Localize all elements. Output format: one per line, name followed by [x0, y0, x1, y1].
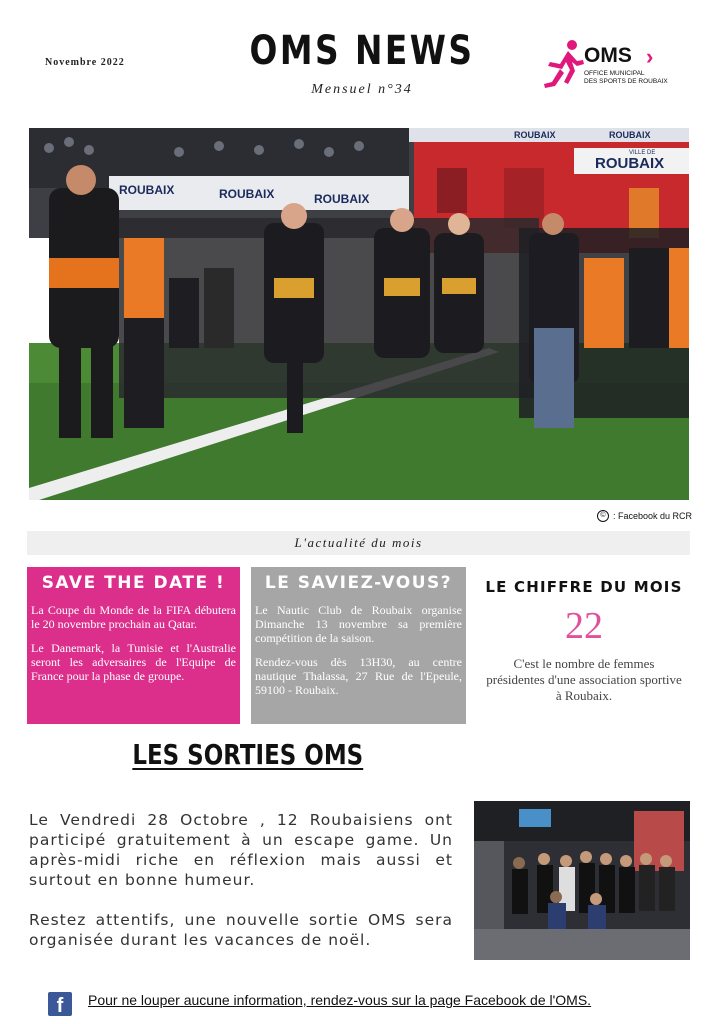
facebook-icon[interactable]: f [48, 992, 72, 1016]
logo-subtitle: OFFICE MUNICIPAL DES SPORTS DE ROUBAIX [584, 70, 668, 85]
rugby-match-photo [29, 128, 689, 500]
sorties-title: LES SORTIES OMS [132, 738, 363, 771]
saviez-vous-box [251, 567, 466, 724]
runner-icon [542, 38, 586, 94]
save-the-date-box [27, 567, 240, 724]
oms-logo [542, 38, 682, 94]
facebook-page-link[interactable]: Pour ne louper aucune information, rendez-vous sur la page Facebook de l'OMS. [88, 992, 592, 1008]
box-body: Le Nautic Club de Roubaix organise Dimanche 13 novembre sa première compétition de la saison. Rendez-vous dès 13H30, au centre nautique Thalassa, 27 Rue de l'Epeule, 59100 - Roubaix. [255, 603, 462, 697]
escape-game-group-photo [474, 801, 690, 960]
chiffre-number: 22 [565, 605, 603, 647]
chiffre-title: LE CHIFFRE DU MOIS [485, 578, 683, 596]
sign-text: ROUBAIX [314, 192, 370, 206]
copyright-icon: © [597, 510, 609, 522]
logo-name: OMS [584, 44, 632, 67]
box-body: La Coupe du Monde de la FIFA débutera le 20 novembre prochain au Qatar. Le Danemark, la Tunisie et l'Australie seront les adversaires de l'Equipe de France pour la phase de groupe. [31, 603, 236, 683]
box-title: SAVE THE DATE ! [41, 573, 226, 593]
sorties-text: Le Vendredi 28 Octobre , 12 Roubaisiens ont participé gratuitement à un escape game. Un après-midi riche en réflexion mais aussi et surtout en bonne humeur. Restez attentifs, une nouvelle sortie OMS sera organisée durant les vacances de noël. [29, 811, 453, 949]
sign-subtext: VILLE DE [629, 150, 656, 156]
chevron-right-icon: › [646, 44, 654, 69]
sign-text: ROUBAIX [119, 183, 175, 197]
chiffre-text: C'est le nombre de femmes présidentes d'une association sportive à Roubaix. [486, 656, 682, 703]
sign-text: ROUBAIX [609, 130, 651, 140]
section-banner: L'actualité du mois [27, 531, 690, 555]
issue-number: Mensuel n°34 [311, 82, 413, 97]
issue-date: Novembre 2022 [45, 57, 125, 68]
newsletter-title: OMS NEWS [249, 28, 475, 74]
box-title: LE SAVIEZ-VOUS? [264, 573, 453, 593]
sign-text: ROUBAIX [514, 130, 556, 140]
photo-credit: © : Facebook du RCR [597, 510, 692, 522]
sign-text: ROUBAIX [219, 187, 275, 201]
sign-text: ROUBAIX [595, 155, 665, 172]
